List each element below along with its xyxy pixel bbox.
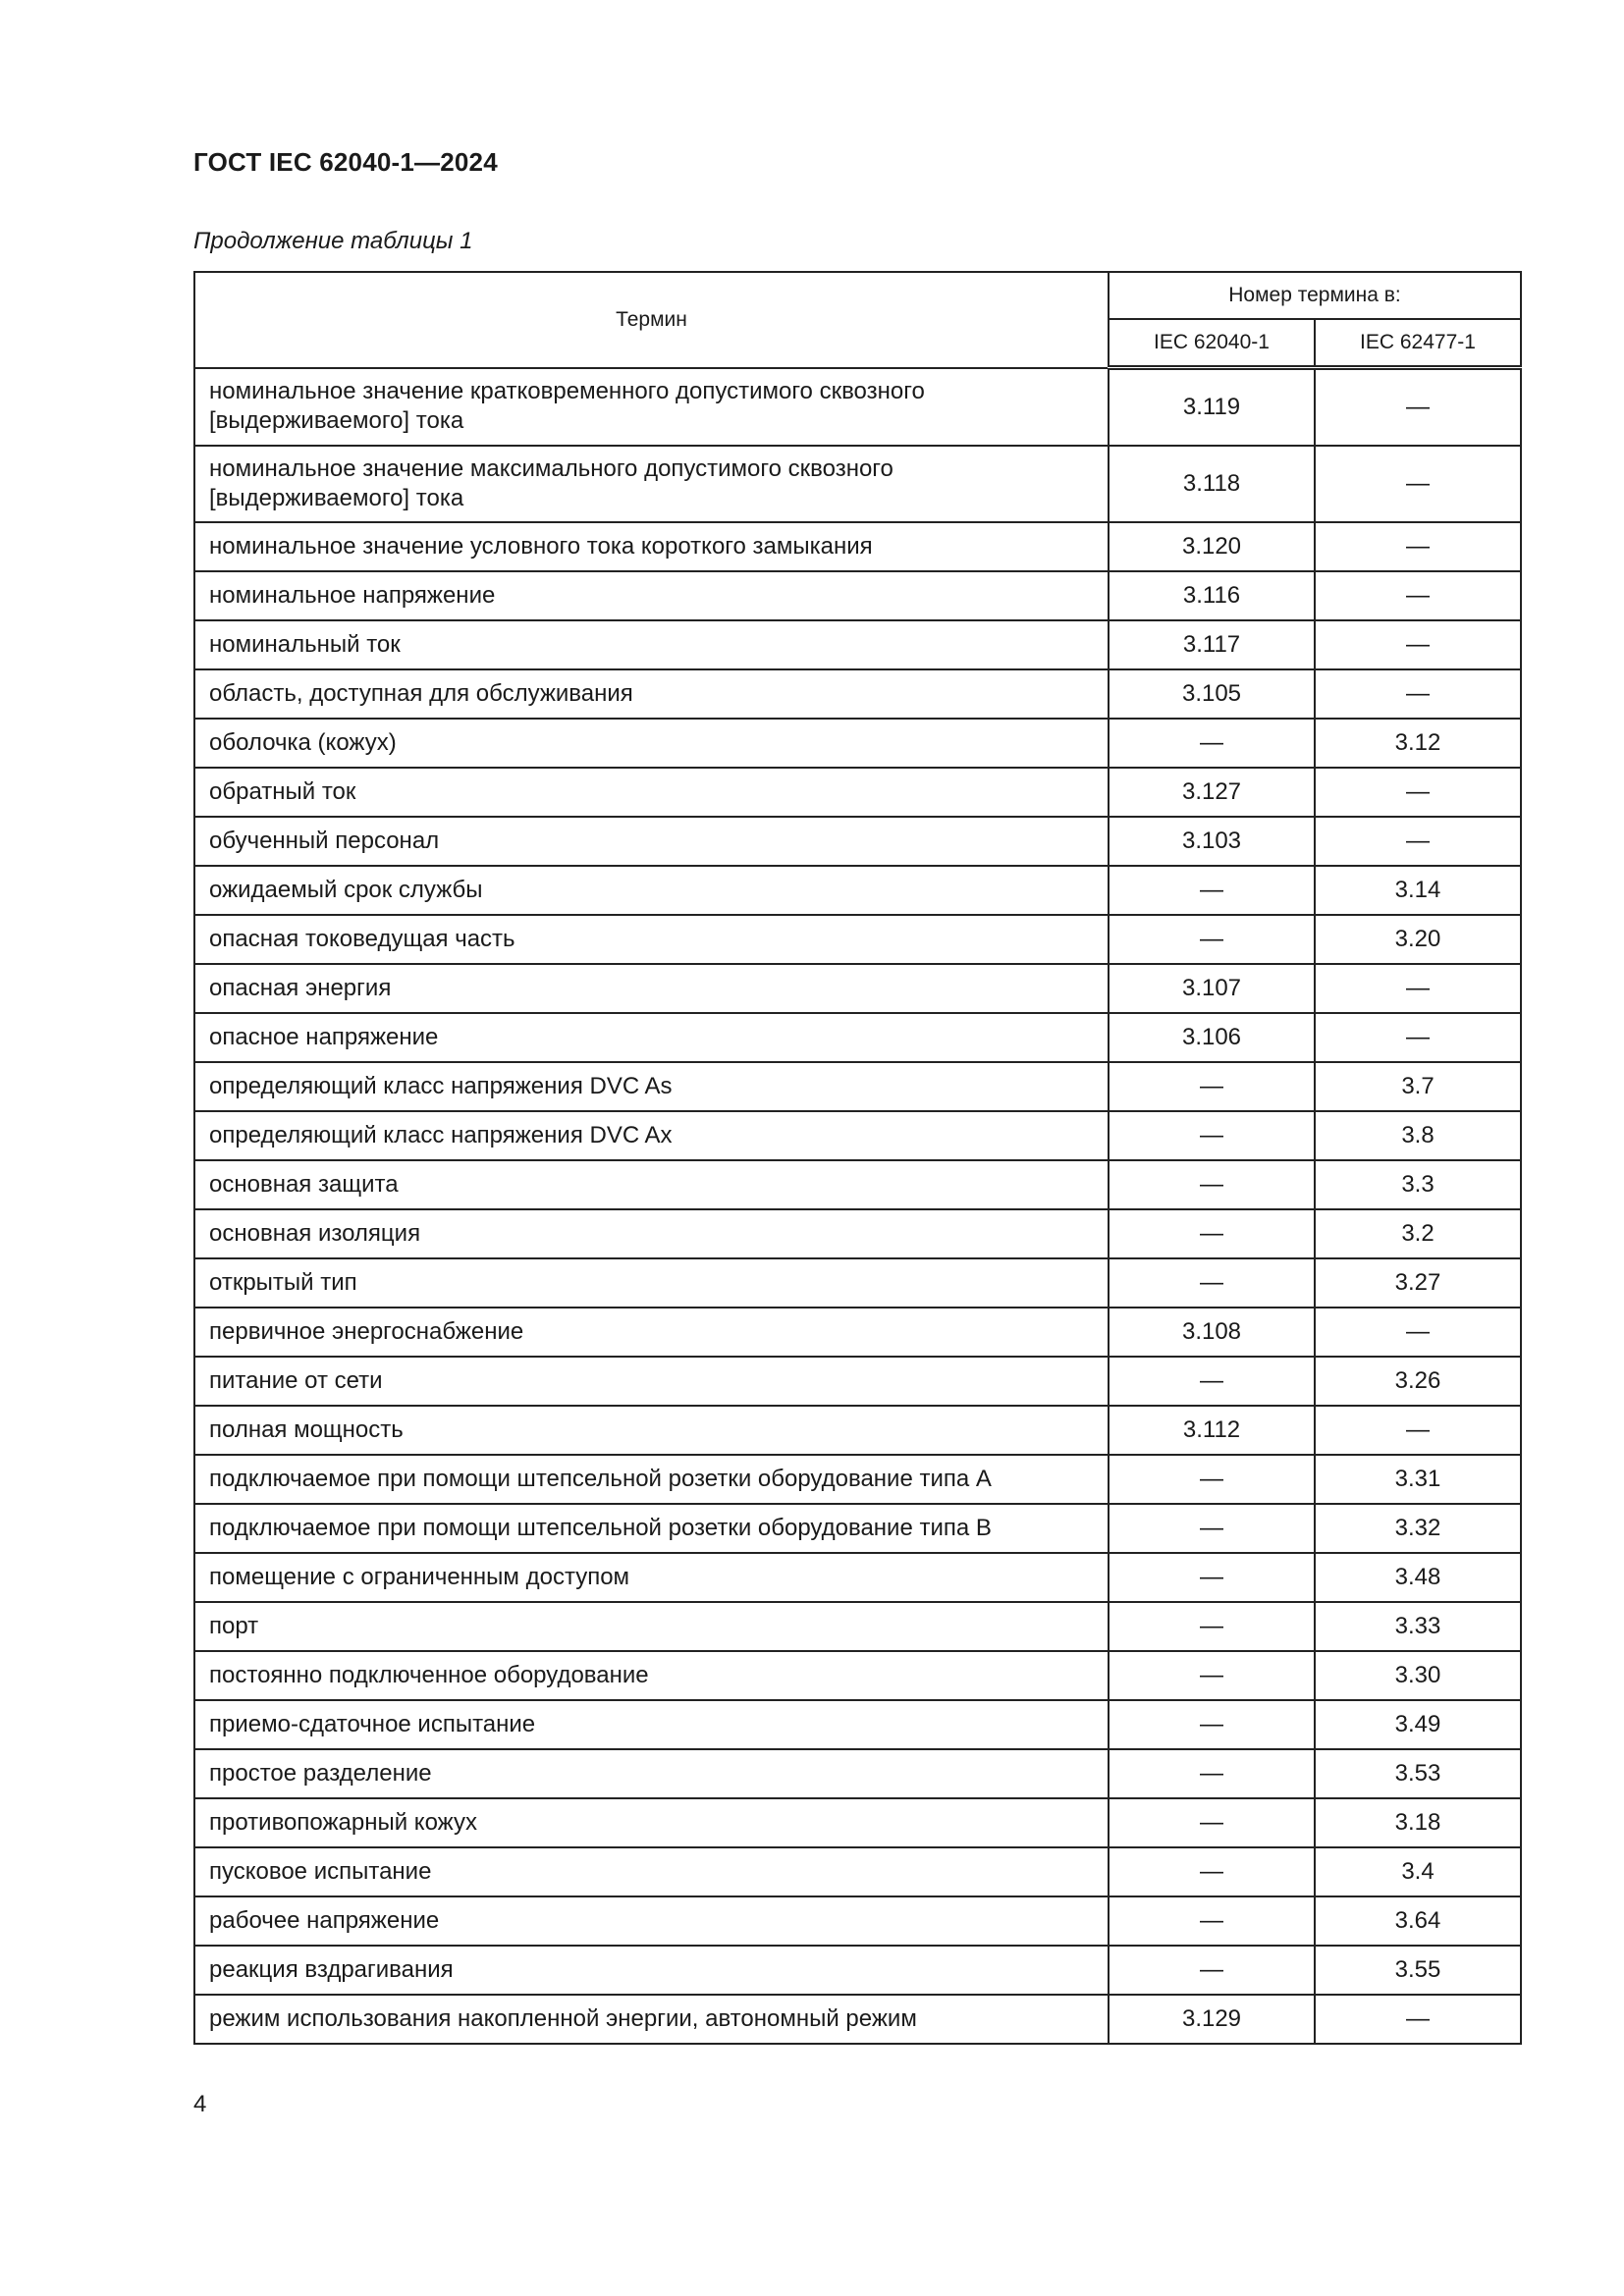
- table-row: [194, 1896, 1521, 1946]
- table-row: [194, 964, 1521, 1013]
- table-row: [194, 1847, 1521, 1896]
- iec-62040-1-cell: 3.112: [1109, 1406, 1315, 1455]
- table-row: [194, 669, 1521, 719]
- table-header: [194, 272, 1521, 368]
- term-cell: номинальное значение максимального допустимого сквозного [выдерживаемого] тока: [194, 446, 1109, 522]
- term-cell: обученный персонал: [194, 817, 1109, 866]
- term-cell: номинальный ток: [194, 620, 1109, 669]
- iec-62477-1-cell: —: [1315, 1013, 1521, 1062]
- table-row: [194, 1357, 1521, 1406]
- header-term: Термин: [194, 272, 1109, 368]
- iec-62477-1-cell: 3.7: [1315, 1062, 1521, 1111]
- table-row: [194, 1013, 1521, 1062]
- iec-62040-1-cell: —: [1109, 1749, 1315, 1798]
- term-cell: постоянно подключенное оборудование: [194, 1651, 1109, 1700]
- iec-62477-1-cell: 3.14: [1315, 866, 1521, 915]
- iec-62040-1-cell: —: [1109, 1357, 1315, 1406]
- table-row: [194, 446, 1521, 522]
- table-row: [194, 1798, 1521, 1847]
- table-row: [194, 1062, 1521, 1111]
- iec-62477-1-cell: —: [1315, 1308, 1521, 1357]
- term-cell: опасная токоведущая часть: [194, 915, 1109, 964]
- iec-62477-1-cell: 3.64: [1315, 1896, 1521, 1946]
- iec-62477-1-cell: 3.48: [1315, 1553, 1521, 1602]
- table-row: [194, 1209, 1521, 1258]
- term-cell: простое разделение: [194, 1749, 1109, 1798]
- iec-62040-1-cell: 3.108: [1109, 1308, 1315, 1357]
- table-row: [194, 1553, 1521, 1602]
- iec-62040-1-cell: —: [1109, 866, 1315, 915]
- table-row: [194, 1111, 1521, 1160]
- term-cell: подключаемое при помощи штепсельной розетки оборудование типа B: [194, 1504, 1109, 1553]
- iec-62040-1-cell: 3.118: [1109, 446, 1315, 522]
- term-cell: оболочка (кожух): [194, 719, 1109, 768]
- header-iec-62040-1: IEC 62040-1: [1109, 319, 1315, 368]
- iec-62040-1-cell: —: [1109, 1455, 1315, 1504]
- table-row: [194, 1455, 1521, 1504]
- table-row: [194, 1946, 1521, 1995]
- iec-62040-1-cell: 3.119: [1109, 368, 1315, 447]
- iec-62477-1-cell: —: [1315, 669, 1521, 719]
- term-cell: реакция вздрагивания: [194, 1946, 1109, 1995]
- iec-62040-1-cell: —: [1109, 1062, 1315, 1111]
- iec-62477-1-cell: 3.31: [1315, 1455, 1521, 1504]
- iec-62040-1-cell: 3.106: [1109, 1013, 1315, 1062]
- iec-62477-1-cell: —: [1315, 1406, 1521, 1455]
- iec-62040-1-cell: 3.107: [1109, 964, 1315, 1013]
- iec-62040-1-cell: —: [1109, 1651, 1315, 1700]
- iec-62477-1-cell: 3.33: [1315, 1602, 1521, 1651]
- table-row: [194, 1995, 1521, 2044]
- term-cell: определяющий класс напряжения DVC Ax: [194, 1111, 1109, 1160]
- iec-62040-1-cell: 3.117: [1109, 620, 1315, 669]
- term-cell: основная защита: [194, 1160, 1109, 1209]
- term-cell: открытый тип: [194, 1258, 1109, 1308]
- table-row: [194, 719, 1521, 768]
- terms-table: [193, 271, 1522, 2045]
- term-cell: опасное напряжение: [194, 1013, 1109, 1062]
- iec-62040-1-cell: —: [1109, 1504, 1315, 1553]
- iec-62040-1-cell: 3.105: [1109, 669, 1315, 719]
- iec-62477-1-cell: —: [1315, 768, 1521, 817]
- iec-62477-1-cell: —: [1315, 522, 1521, 571]
- iec-62477-1-cell: 3.20: [1315, 915, 1521, 964]
- table-row: [194, 1749, 1521, 1798]
- term-cell: полная мощность: [194, 1406, 1109, 1455]
- iec-62477-1-cell: 3.18: [1315, 1798, 1521, 1847]
- iec-62040-1-cell: —: [1109, 1847, 1315, 1896]
- iec-62040-1-cell: 3.120: [1109, 522, 1315, 571]
- term-cell: помещение с ограниченным доступом: [194, 1553, 1109, 1602]
- table-row: [194, 1406, 1521, 1455]
- table-row: [194, 571, 1521, 620]
- iec-62477-1-cell: 3.55: [1315, 1946, 1521, 1995]
- iec-62040-1-cell: —: [1109, 1553, 1315, 1602]
- table-row: [194, 1308, 1521, 1357]
- term-cell: пусковое испытание: [194, 1847, 1109, 1896]
- iec-62477-1-cell: 3.32: [1315, 1504, 1521, 1553]
- iec-62477-1-cell: —: [1315, 1995, 1521, 2044]
- iec-62040-1-cell: —: [1109, 719, 1315, 768]
- term-cell: основная изоляция: [194, 1209, 1109, 1258]
- table-row: [194, 368, 1521, 447]
- table-row: [194, 1602, 1521, 1651]
- header-term-number-group: Номер термина в:: [1109, 272, 1521, 319]
- iec-62477-1-cell: —: [1315, 620, 1521, 669]
- table-caption: Продолжение таблицы 1: [193, 228, 473, 254]
- term-cell: номинальное значение кратковременного допустимого сквозного [выдерживаемого] тока: [194, 368, 1109, 447]
- iec-62477-1-cell: 3.3: [1315, 1160, 1521, 1209]
- document-header: ГОСТ IEC 62040-1—2024: [193, 147, 498, 177]
- table-row: [194, 866, 1521, 915]
- iec-62477-1-cell: 3.2: [1315, 1209, 1521, 1258]
- iec-62040-1-cell: —: [1109, 1798, 1315, 1847]
- iec-62040-1-cell: —: [1109, 1946, 1315, 1995]
- iec-62040-1-cell: 3.129: [1109, 1995, 1315, 2044]
- term-cell: первичное энергоснабжение: [194, 1308, 1109, 1357]
- term-cell: опасная энергия: [194, 964, 1109, 1013]
- iec-62477-1-cell: 3.49: [1315, 1700, 1521, 1749]
- term-cell: номинальное напряжение: [194, 571, 1109, 620]
- iec-62477-1-cell: —: [1315, 817, 1521, 866]
- header-iec-62477-1: IEC 62477-1: [1315, 319, 1521, 368]
- iec-62477-1-cell: 3.26: [1315, 1357, 1521, 1406]
- table-row: [194, 1700, 1521, 1749]
- iec-62040-1-cell: —: [1109, 1209, 1315, 1258]
- iec-62477-1-cell: 3.27: [1315, 1258, 1521, 1308]
- iec-62477-1-cell: —: [1315, 446, 1521, 522]
- iec-62040-1-cell: 3.127: [1109, 768, 1315, 817]
- iec-62477-1-cell: 3.12: [1315, 719, 1521, 768]
- iec-62477-1-cell: —: [1315, 368, 1521, 447]
- table-row: [194, 915, 1521, 964]
- iec-62477-1-cell: —: [1315, 964, 1521, 1013]
- iec-62040-1-cell: —: [1109, 1700, 1315, 1749]
- iec-62477-1-cell: 3.30: [1315, 1651, 1521, 1700]
- iec-62040-1-cell: —: [1109, 915, 1315, 964]
- iec-62040-1-cell: —: [1109, 1896, 1315, 1946]
- table-body: [194, 368, 1521, 2045]
- iec-62040-1-cell: 3.103: [1109, 817, 1315, 866]
- iec-62040-1-cell: —: [1109, 1111, 1315, 1160]
- iec-62040-1-cell: —: [1109, 1160, 1315, 1209]
- term-cell: подключаемое при помощи штепсельной розетки оборудование типа A: [194, 1455, 1109, 1504]
- term-cell: противопожарный кожух: [194, 1798, 1109, 1847]
- table-row: [194, 768, 1521, 817]
- table-row: [194, 522, 1521, 571]
- iec-62477-1-cell: —: [1315, 571, 1521, 620]
- page-number: 4: [193, 2091, 207, 2117]
- table-row: [194, 620, 1521, 669]
- term-cell: ожидаемый срок службы: [194, 866, 1109, 915]
- table-row: [194, 1160, 1521, 1209]
- table-row: [194, 1258, 1521, 1308]
- term-cell: режим использования накопленной энергии, автономный режим: [194, 1995, 1109, 2044]
- term-cell: приемо-сдаточное испытание: [194, 1700, 1109, 1749]
- term-cell: область, доступная для обслуживания: [194, 669, 1109, 719]
- term-cell: рабочее напряжение: [194, 1896, 1109, 1946]
- iec-62477-1-cell: 3.4: [1315, 1847, 1521, 1896]
- iec-62040-1-cell: —: [1109, 1258, 1315, 1308]
- table-row: [194, 1651, 1521, 1700]
- term-cell: определяющий класс напряжения DVC As: [194, 1062, 1109, 1111]
- table-row: [194, 1504, 1521, 1553]
- iec-62040-1-cell: —: [1109, 1602, 1315, 1651]
- term-cell: обратный ток: [194, 768, 1109, 817]
- iec-62477-1-cell: 3.53: [1315, 1749, 1521, 1798]
- term-cell: порт: [194, 1602, 1109, 1651]
- term-cell: питание от сети: [194, 1357, 1109, 1406]
- term-cell: номинальное значение условного тока короткого замыкания: [194, 522, 1109, 571]
- table-row: [194, 817, 1521, 866]
- iec-62040-1-cell: 3.116: [1109, 571, 1315, 620]
- iec-62477-1-cell: 3.8: [1315, 1111, 1521, 1160]
